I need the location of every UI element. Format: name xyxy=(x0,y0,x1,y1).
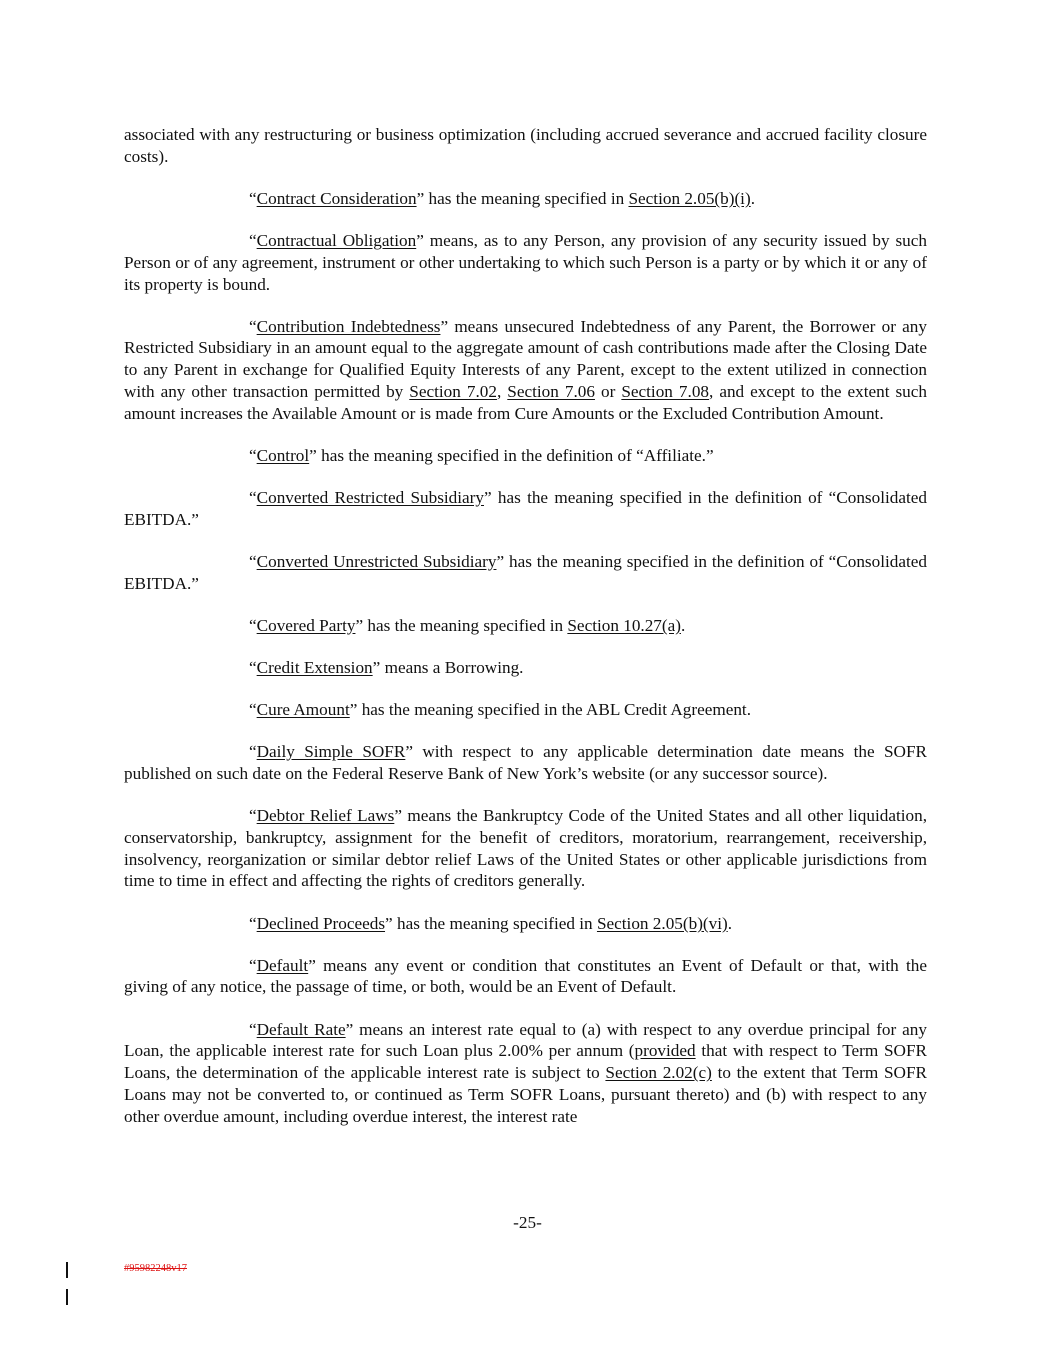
definition-paragraph: “Control” has the meaning specified in the definition of “Affiliate.” xyxy=(249,445,714,465)
defined-term: Contract Consideration xyxy=(256,188,417,208)
definition-text: to the extent that Term SOFR Loans may not be converted to, or continued as Term SOFR Loans, pursuant thereto) and (b) with respect to any other overdue amount, including overdue interest, the interest rate xyxy=(124,1063,927,1126)
defined-term: Debtor Relief Laws xyxy=(256,806,395,826)
defined-term: Daily Simple SOFR xyxy=(256,742,406,762)
definition-text: means unsecured Indebtedness of any Parent, the Borrower or any Restricted Subsidiary in an amount equal to the aggregate amount of cash contributions made after the Closing Date to any Parent in exchange for Qualified Equity Interests of any Parent, except to the extent utilized in connection with any other transaction permitted by xyxy=(124,316,927,401)
definition-text: means any event or condition that constitutes an Event of Default or that, with the giving of any notice, the passage of time, or both, would be an Event of Default. xyxy=(124,955,927,997)
definition-paragraph: “Daily Simple SOFR” with respect to any applicable determination date means the SOFR published on such date on the Federal Reserve Bank of New York’s website (or any successor source). xyxy=(124,742,927,784)
defined-term: Converted Unrestricted Subsidiary xyxy=(256,551,497,571)
defined-term: Contribution Indebtedness xyxy=(256,316,441,336)
definition-text: has the meaning specified in the definition of “Consolidated EBITDA.” xyxy=(124,487,927,529)
definition-paragraph: “Contribution Indebtedness” means unsecured Indebtedness of any Parent, the Borrower or any Restricted Subsidiary in an amount equal to the aggregate amount of cash contributions made after the Closing Date to any Parent in exchange for Qualified Equity Interests of any Parent, except to the extent utilized in connection with any other transaction permitted by Section 7.02, Section 7.06 or Section 7.08, and except to the extent such amount increases the Available Amount or is made from Cure Amounts or the Excluded Contribution Amount. xyxy=(124,316,927,423)
defined-term: Cure Amount xyxy=(256,700,350,720)
definition-text: . xyxy=(750,188,755,208)
definition-paragraph: “Contract Consideration” has the meaning specified in Section 2.05(b)(i). xyxy=(249,188,755,208)
cross-reference: Section 2.02(c) xyxy=(605,1063,712,1083)
document-body xyxy=(124,124,927,1148)
definition-text: has the meaning specified in the ABL Credit Agreement. xyxy=(357,700,752,720)
definition-text: , xyxy=(496,381,508,401)
definition-paragraph: “Cure Amount” has the meaning specified in the ABL Credit Agreement. xyxy=(249,700,752,720)
cross-reference: provided xyxy=(634,1041,696,1061)
definition-text: or xyxy=(594,381,622,401)
definition-text: means an interest rate equal to (a) with respect to any overdue principal for any Loan, the applicable interest rate for such Loan plus 2.00% per annum ( xyxy=(124,1019,927,1061)
change-bar xyxy=(66,1262,68,1278)
definition-text: that with respect to Term SOFR Loans, the determination of the applicable interest rate is subject to xyxy=(124,1041,927,1083)
definition-text: . xyxy=(680,615,686,635)
definition-text: has the meaning specified in xyxy=(392,913,597,933)
document-id: #95982248v17 xyxy=(124,1263,187,1274)
definition-paragraph: “Debtor Relief Laws” means the Bankruptcy Code of the United States and all other liquidation, conservatorship, bankruptcy, assignment for the benefit of creditors, moratorium, rearrangement, receivership, insolvency, reorganization or similar debtor relief Laws of the United States or other applicable jurisdictions from time to time in effect and affecting the rights of creditors generally. xyxy=(124,806,927,891)
defined-term: Contractual Obligation xyxy=(256,231,417,251)
definition-text: has the meaning specified in xyxy=(363,615,568,635)
cross-reference: Section 2.05(b)(vi) xyxy=(596,913,728,933)
definition-text: means, as to any Person, any provision of any security issued by such Person or of any agreement, instrument or other undertaking to which such Person is a party or by which it or any of its property is bound. xyxy=(124,231,927,294)
definition-paragraph: “Credit Extension” means a Borrowing. xyxy=(249,657,524,677)
definition-paragraph: “Converted Unrestricted Subsidiary” has the meaning specified in the definition of “Consolidated EBITDA.” xyxy=(124,551,927,593)
definition-text: has the meaning specified in the definition of “Affiliate.” xyxy=(316,445,714,465)
defined-term: Declined Proceeds xyxy=(256,913,386,933)
definition-paragraph: “Declined Proceeds” has the meaning specified in Section 2.05(b)(vi). xyxy=(249,913,733,933)
definition-text: with respect to any applicable determination date means the SOFR published on such date on the Federal Reserve Bank of New York’s website (or any successor source). xyxy=(124,742,927,784)
defined-term: Default Rate xyxy=(256,1019,346,1039)
intro-paragraph: associated with any restructuring or business optimization (including accrued severance and accrued facility closure costs). xyxy=(124,125,927,166)
change-bar xyxy=(66,1289,68,1305)
definition-paragraph: “Default Rate” means an interest rate equal to (a) with respect to any overdue principal for any Loan, the applicable interest rate for such Loan plus 2.00% per annum (provided that with respect to Term SOFR Loans, the determination of the applicable interest rate is subject to Section 2.02(c) to the extent that Term SOFR Loans may not be converted to, or continued as Term SOFR Loans, pursuant thereto) and (b) with respect to any other overdue amount, including overdue interest, the interest rate xyxy=(124,1019,927,1126)
definition-text: , and except to the extent such amount increases the Available Amount or is made from Cure Amounts or the Excluded Contribution Amount. xyxy=(124,381,927,423)
cross-reference: Section 10.27(a) xyxy=(567,615,681,635)
definitions-list xyxy=(124,188,927,1127)
definition-text: means a Borrowing. xyxy=(380,657,524,677)
definition-paragraph: “Covered Party” has the meaning specified in Section 10.27(a). xyxy=(249,615,686,635)
defined-term: Credit Extension xyxy=(256,657,373,677)
defined-term: Converted Restricted Subsidiary xyxy=(256,487,484,507)
definition-text: . xyxy=(727,913,733,933)
page-number: -25- xyxy=(513,1213,542,1232)
cross-reference: Section 7.08 xyxy=(621,381,710,401)
definition-paragraph: “Contractual Obligation” means, as to any Person, any provision of any security issued by such Person or of any agreement, instrument or other undertaking to which such Person is a party or by which it or any of its property is bound. xyxy=(124,231,927,294)
definition-paragraph: “Default” means any event or condition that constitutes an Event of Default or that, with the giving of any notice, the passage of time, or both, would be an Event of Default. xyxy=(124,955,927,997)
defined-term: Covered Party xyxy=(256,615,356,635)
cross-reference: Section 2.05(b)(i) xyxy=(628,188,751,208)
cross-reference: Section 7.06 xyxy=(507,381,595,401)
defined-term: Control xyxy=(256,445,310,465)
definition-text: has the meaning specified in the definition of “Consolidated EBITDA.” xyxy=(124,551,927,593)
definition-text: means the Bankruptcy Code of the United States and all other liquidation, conservatorship, bankruptcy, assignment for the benefit of creditors, moratorium, rearrangement, receivership, insolvency, reorganization or similar debtor relief Laws of the United States or other applicable jurisdictions from time to time in effect and affecting the rights of creditors generally. xyxy=(124,806,927,891)
definition-text: has the meaning specified in xyxy=(424,188,629,208)
definition-paragraph: “Converted Restricted Subsidiary” has the meaning specified in the definition of “Consolidated EBITDA.” xyxy=(124,487,927,529)
cross-reference: Section 7.02 xyxy=(409,381,497,401)
defined-term: Default xyxy=(256,955,309,975)
